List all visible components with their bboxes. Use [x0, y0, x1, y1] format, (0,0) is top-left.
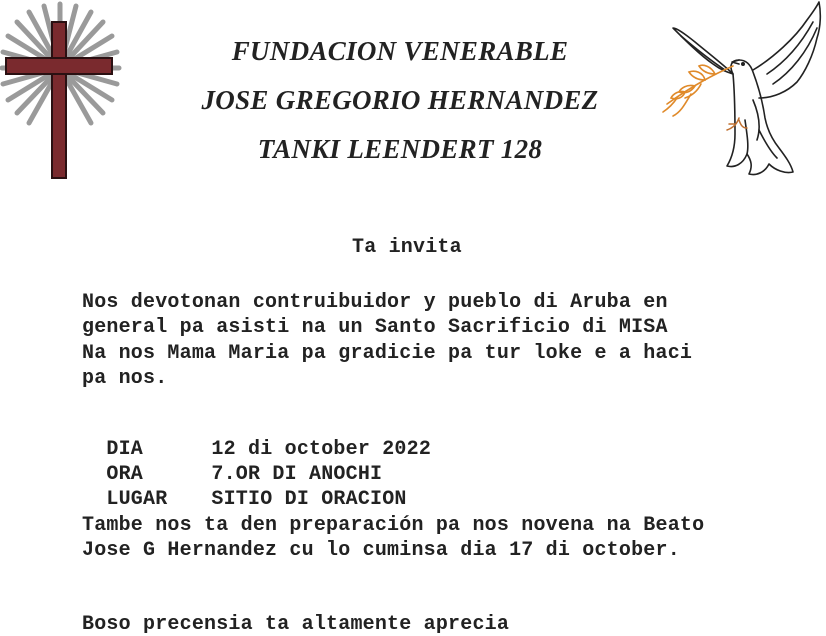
dove-left-wing — [673, 28, 733, 74]
intro-line-4: pa nos. — [82, 367, 168, 390]
event-value-place: SITIO DI ORACION — [211, 488, 407, 511]
cross-icon — [0, 0, 125, 185]
event-label-time: ORA — [106, 463, 144, 486]
invite-heading: Ta invita — [352, 236, 462, 259]
foundation-name-line-2: JOSE GREGORIO HERNANDEZ — [201, 85, 599, 115]
dove-right-wing — [753, 2, 820, 98]
event-label-date: DIA — [106, 438, 144, 461]
foundation-address: TANKI LEENDERT 128 — [257, 134, 543, 164]
event-value-date: 12 di october 2022 — [211, 438, 432, 461]
dove-with-olive-branch-icon — [655, 0, 826, 185]
foundation-name-line-1: FUNDACION VENERABLE — [231, 36, 569, 66]
novena-line-1: Tambe nos ta den preparación pa nos novena na Beato — [82, 514, 705, 537]
intro-line-1: Nos devotonan contruibuidor y pueblo di Aruba en — [82, 291, 668, 314]
event-label-place: LUGAR — [106, 488, 168, 511]
olive-branch — [663, 65, 733, 116]
event-value-time: 7.OR DI ANOCHI — [211, 463, 383, 486]
closing-line: Boso precensia ta altamente aprecia — [82, 613, 510, 636]
intro-line-3: Na nos Mama Maria pa gradicie pa tur loke e a haci — [82, 342, 693, 365]
event-row-place — [82, 465, 407, 511]
novena-line-2: Jose G Hernandez cu lo cuminsa dia 17 di october. — [82, 539, 680, 562]
intro-line-2: general pa asisti na un Santo Sacrificio di MISA — [82, 316, 668, 339]
